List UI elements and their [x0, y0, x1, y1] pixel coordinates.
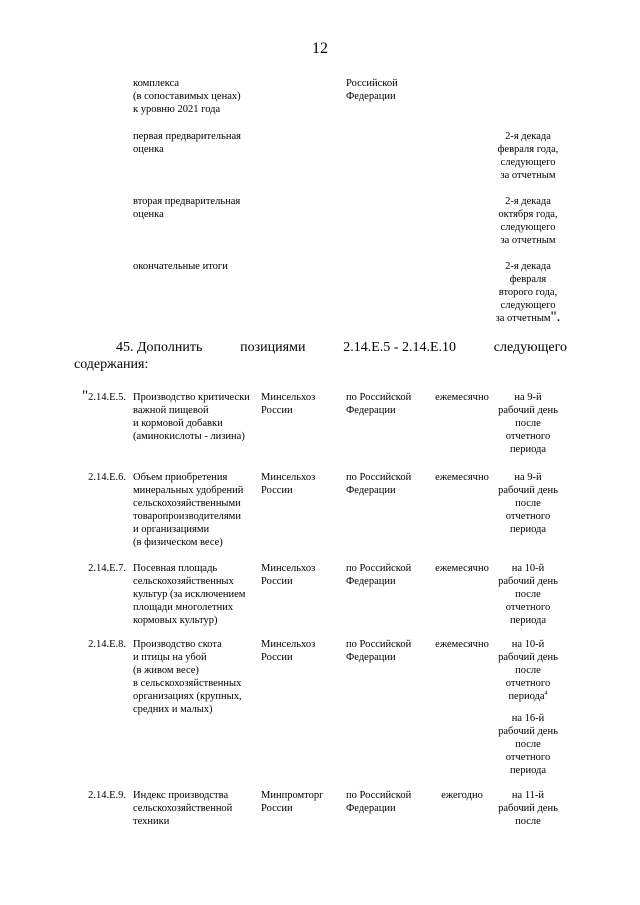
top-row-2-name: первая предварительная оценка	[133, 131, 241, 155]
row-e7-frequency: ежемесячно	[435, 563, 489, 574]
opening-quote: "	[82, 388, 89, 404]
row-e8-org: Минсельхоз России	[261, 639, 316, 663]
row-e5-code	[82, 388, 132, 404]
row-e9-code: 2.14.Е.9.	[88, 790, 126, 801]
instruction-paragraph	[74, 339, 567, 373]
row-e8-term-2: на 16-й рабочий день после отчетного периода	[498, 713, 558, 776]
row-e8-frequency: ежемесячно	[435, 639, 489, 650]
row-e6-org: Минсельхоз России	[261, 472, 316, 496]
top-row-4-term-text: 2-я декада февраля второго года, следующего за отчетным	[495, 261, 558, 324]
top-row-4-term	[488, 260, 568, 325]
instruction-word-4: следующего	[493, 340, 567, 355]
row-e8-term	[488, 638, 568, 703]
row-e6-code: 2.14.Е.6.	[88, 472, 126, 483]
row-e8-level: по Российской Федерации	[346, 639, 412, 663]
row-e9-term: на 11-й рабочий день после	[498, 790, 558, 827]
row-e7-term: на 10-й рабочий день после отчетного периода	[498, 563, 558, 626]
row-e9-frequency: ежегодно	[441, 790, 483, 801]
row-e7-name: Посевная площадь сельскохозяйственных культур (за исключением площади многолетних кормовых культур)	[133, 563, 246, 626]
row-e5-name: Производство критически важной пищевой и кормовой добавки (аминокислоты - лизина)	[133, 392, 250, 442]
row-e5-org: Минсельхоз России	[261, 392, 316, 416]
instruction-lead	[116, 339, 202, 356]
instruction-line-1	[74, 339, 567, 356]
top-row-3-term: 2-я декада октября года, следующего за отчетным	[498, 196, 558, 246]
instruction-word-3: 2.14.Е.5 - 2.14.Е.10	[343, 340, 456, 355]
top-row-1-level: Российской Федерации	[346, 78, 398, 102]
row-e9-level: по Российской Федерации	[346, 790, 412, 814]
top-row-2-term: 2-я декада февраля года, следующего за отчетным	[497, 131, 559, 181]
row-e5-level: по Российской Федерации	[346, 392, 412, 416]
row-e7-level: по Российской Федерации	[346, 563, 412, 587]
page-number: 12	[312, 40, 328, 57]
instruction-word-2: позициями	[240, 340, 306, 355]
row-e8-term-text: на 10-й рабочий день после отчетного периода	[498, 639, 558, 702]
row-e8-name: Производство скота и птицы на убой (в живом весе) в сельскохозяйственных организациях (крупных, средних и малых)	[133, 639, 242, 715]
row-e8-code: 2.14.Е.8.	[88, 639, 126, 650]
row-e6-term: на 9-й рабочий день после отчетного периода	[498, 472, 558, 535]
footnote-marker: 4	[544, 690, 548, 697]
top-row-3-name: вторая предварительная оценка	[133, 196, 241, 220]
row-e5-term: на 9-й рабочий день после отчетного периода	[498, 392, 558, 455]
top-row-1-name: комплекса (в сопоставимых ценах) к уровню 2021 года	[133, 78, 241, 115]
row-e7-code: 2.14.Е.7.	[88, 563, 126, 574]
instruction-word-1: Дополнить	[137, 340, 203, 355]
row-e5-frequency: ежемесячно	[435, 392, 489, 403]
row-e5-code-text: 2.14.Е.5.	[88, 392, 127, 403]
row-e7-org: Минсельхоз России	[261, 563, 316, 587]
closing-quote: ".	[550, 309, 561, 325]
instruction-number: 45.	[116, 340, 134, 355]
row-e6-frequency: ежемесячно	[435, 472, 489, 483]
row-e9-name: Индекс производства сельскохозяйственной техники	[133, 790, 233, 827]
row-e6-name: Объем приобретения минеральных удобрений сельскохозяйственными товаропроизводителями и организациями (в физическом весе)	[133, 472, 244, 548]
row-e6-level: по Российской Федерации	[346, 472, 412, 496]
top-row-4-name: окончательные итоги	[133, 261, 228, 272]
instruction-line-2: содержания:	[74, 357, 149, 372]
row-e9-org: Минпромторг России	[261, 790, 324, 814]
